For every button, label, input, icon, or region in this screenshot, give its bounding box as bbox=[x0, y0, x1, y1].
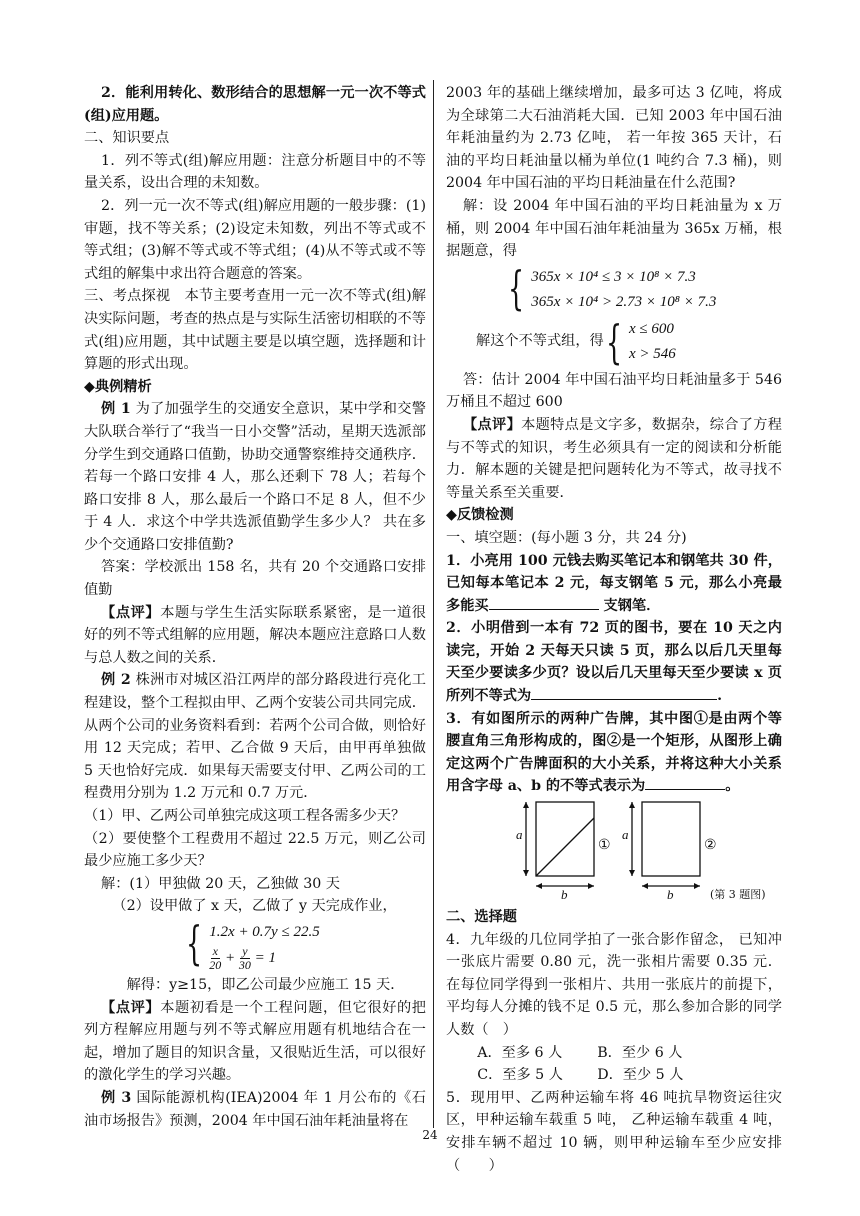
example-2-review bbox=[84, 997, 426, 1087]
review-tag: 【点评】 bbox=[463, 416, 522, 433]
example-1-review bbox=[84, 602, 426, 670]
example-1-label: 例 1 bbox=[101, 401, 131, 418]
example-2-text: 株洲市对城区沿江两岸的部分路段进行亮化工程建设，整个工程拟由甲、乙两个安装公司共同完成．从两个公司的业务资料看到：若两个公司合做，则恰好用 12 天完成；若甲、乙合做 9 天后，由甲再单独做 5 天也恰好完成．如果每天需要支付甲、乙两公司的工程费用分别为 1.2 万元和 0.7 万元． bbox=[84, 672, 426, 802]
examples-title: ◆典例精析 bbox=[84, 378, 152, 395]
example-3-continued: 2003 年的基础上继续增加，最多可达 3 亿吨，将成为全球第二大石油消耗大国．已知 2003 年中国石油年耗油量约为 2.73 亿吨， 若一年按 365 天计，石油的平均日耗油量以桶为单位(1 吨约合 7.3 桶)，则 2004 年中国石油的平均日耗油量在什么范围? bbox=[446, 85, 782, 192]
question-4: 4．九年级的几位同学拍了一张合影作留念， 已知冲一张底片需要 0.80 元，洗一张相片需要 0.35 元．在每位同学得到一张相片、共用一张底片的前提下，平均每人分摊的钱不足 0.5 元，那么参加合影的同学人数（ ） bbox=[446, 931, 782, 1038]
feedback-title: ◆反馈检测 bbox=[446, 507, 514, 524]
example-2 bbox=[84, 669, 426, 805]
system-line-2: 365x × 10⁴ > 2.73 × 10⁸ × 7.3 bbox=[531, 293, 717, 310]
fig2-number: ② bbox=[704, 837, 717, 854]
objective-2: 2．能利用转化、数形结合的思想解一元一次不等式(组)应用题。 bbox=[84, 85, 426, 124]
example-3-answer: 答：估计 2004 年中国石油平均日耗油量多于 546 万桶且不超过 600 bbox=[446, 371, 782, 411]
example-2-review-text: 本题初看是一个工程问题，但它很好的把列方程解应用题与列不等式解应用题有机地结合在一起，增加了题目的知识含量，又很贴近生活，可以很好的激化学生的学习兴趣。 bbox=[84, 999, 426, 1084]
system-brace: { bbox=[186, 915, 203, 970]
answer-blank[interactable] bbox=[645, 775, 725, 790]
example-1 bbox=[84, 398, 426, 556]
review-tag: 【点评】 bbox=[101, 999, 161, 1016]
knowledge-point-2: 2．列一元一次不等式(组)解应用题的一般步骤：(1)审题，找不等关系；(2)设定未知数，列出不等式或不等式组；(3)解不等式或不等式组；(4)从不等式或不等式组的解集中求出符合题意的答案。 bbox=[84, 197, 426, 282]
example-3-system bbox=[446, 260, 782, 315]
figure-caption: (第 3 题图) bbox=[710, 888, 766, 902]
figure-1-diagonal bbox=[536, 818, 594, 876]
fig1-number: ① bbox=[598, 837, 611, 854]
example-3-solution: 解：设 2004 年中国石油的平均日耗油量为 x 万桶，则 2004 年中国石油年耗油量为 365x 万桶，根据题意，得 bbox=[446, 197, 782, 260]
example-3-review bbox=[446, 414, 782, 504]
page-number: 24 bbox=[422, 1128, 438, 1142]
solve-label: 解这个不等式组，得 bbox=[476, 333, 604, 350]
example-2-system bbox=[84, 915, 426, 972]
system-lines bbox=[209, 920, 319, 972]
figure-2-rectangle bbox=[642, 802, 700, 876]
question-2: 2．小明借到一本有 72 页的图书，要在 10 天之内读完，开始 2 天每天只读 5 页，那么以后几天里每天至少要读多少页？设以后几天里每天至少要读 x 页所列不等式为 . bbox=[446, 620, 782, 705]
choice-section-title: 二、选择题 bbox=[446, 909, 517, 926]
section-3: 三、考点探视 本节主要考查用一元一次不等式(组)解决实际问题，考查的热点是与实际生活密切相联的不等式(组)应用题，其中试题主要是以填空题，选择题和计算题的形式出现。 bbox=[84, 288, 426, 373]
system-brace: { bbox=[605, 314, 622, 369]
example-2-label: 例 2 bbox=[101, 672, 131, 689]
answer-blank[interactable] bbox=[531, 685, 717, 700]
fig1-label-a: a bbox=[516, 827, 523, 843]
question-4-options-row-1 bbox=[446, 1042, 782, 1065]
option-a[interactable]: A．至多 6 人 bbox=[477, 1044, 563, 1061]
example-1-review-text: 本题与学生生活实际联系紧密，是一道很好的列不等式组解的应用题，解决本题应注意路口人数与总人数之间的关系． bbox=[84, 604, 426, 666]
column-divider bbox=[433, 80, 434, 1128]
fig2-label-b: b bbox=[667, 887, 674, 903]
example-2-result: 解得：y≥15，即乙公司最少应施工 15 天． bbox=[126, 976, 405, 993]
option-d[interactable]: D．至少 5 人 bbox=[597, 1067, 684, 1084]
system-brace: { bbox=[508, 260, 525, 315]
example-1-answer: 答案：学校派出 158 名，共有 20 个交通路口安排值勤 bbox=[84, 559, 426, 599]
example-2-question-2: （2）要使整个工程费用不超过 22.5 万元，则乙公司最少应施工多少天？ bbox=[84, 830, 426, 870]
question-1: 1．小亮用 100 元钱去购买笔记本和钢笔共 30 件，已知每本笔记本 2 元，每支钢笔 5 元，那么小亮最多能买 支钢笔． bbox=[446, 552, 782, 614]
example-1-text: 为了加强学生的交通安全意识，某中学和交警大队联合举行了“我当一日小交警”活动，星期天选派部分学生到交通路口值勤，协助交通警察维持交通秩序．若每一个路口安排 4 人，那么还剩下 78 人；若每个路口安排 8 人，那么最后一个路口不足 8 人，但不少于 4 人．求这个中学共选派值勤学生多少人？ 共在多少个交通路口安排值勤? bbox=[84, 401, 426, 553]
example-3-result-system bbox=[446, 314, 782, 369]
fig2-label-a: a bbox=[622, 827, 629, 843]
example-3-text: 国际能源机构(IEA)2004 年 1 月公布的《石油市场报告》预测，2004 年中国石油年耗油量将在 bbox=[84, 1089, 426, 1129]
option-c[interactable]: C．至多 5 人 bbox=[477, 1067, 563, 1084]
example-3 bbox=[84, 1087, 426, 1132]
system-line-1: 1.2x + 0.7y ≤ 22.5 bbox=[209, 923, 320, 940]
right-column bbox=[446, 82, 782, 1177]
question-3-figure bbox=[446, 798, 782, 906]
fraction-x-20: $\frac{x}{20}$ bbox=[209, 943, 222, 972]
question-5: 5．现用甲、乙两种运输车将 46 吨抗旱物资运往灾区，甲种运输车载重 5 吨， 乙种运输车载重 4 吨，安排车辆不超过 10 辆，则甲种运输车至少应安排（ ） bbox=[446, 1089, 782, 1174]
example-2-solution-2: （2）设甲做了 x 天，乙做了 y 天完成作业， bbox=[112, 898, 397, 915]
knowledge-point-1: 1．列不等式(组)解应用题：注意分析题目中的不等量关系，设出合理的未知数。 bbox=[84, 152, 426, 192]
figure-1-outline bbox=[536, 802, 594, 876]
answer-blank[interactable] bbox=[489, 595, 599, 610]
fig1-label-b: b bbox=[561, 887, 568, 903]
example-3-label: 例 3 bbox=[101, 1089, 132, 1106]
question-4-options-row-2 bbox=[446, 1064, 782, 1087]
question-3: 3．有如图所示的两种广告牌，其中图①是由两个等腰直角三角形构成的，图②是一个矩形，从图形上确定这两个广告牌面积的大小关系，并将这种大小关系用含字母 a、b 的不等式表示为 。 bbox=[446, 710, 782, 795]
system-line-1: 365x × 10⁴ ≤ 3 × 10⁸ × 7.3 bbox=[531, 268, 696, 285]
example-2-solution-1: 解：(1）甲独做 20 天，乙独做 30 天 bbox=[101, 875, 340, 892]
fill-section-title: 一、填空题：(每小题 3 分，共 24 分) bbox=[446, 529, 687, 546]
system-lines bbox=[531, 265, 716, 315]
fraction-y-30: $\frac{y}{30}$ bbox=[238, 943, 251, 972]
result-line-2: x > 546 bbox=[628, 345, 676, 362]
system-line-2: $\frac{x}{20}$ + $\frac{y}{30}$ = 1 bbox=[209, 943, 277, 972]
section-2-title: 二、知识要点 bbox=[84, 130, 170, 147]
example-3-review-text: 本题特点是文字多，数据杂，综合了方程与不等式的知识，考生必须具有一定的阅读和分析能力．解本题的关键是把问题转化为不等式，故寻找不等量关系至关重要． bbox=[446, 416, 782, 501]
example-2-question-1: （1）甲、乙两公司单独完成这项工程各需多少天？ bbox=[84, 808, 406, 824]
system-lines bbox=[629, 317, 676, 367]
review-tag: 【点评】 bbox=[101, 604, 161, 621]
result-line-1: x ≤ 600 bbox=[628, 320, 674, 337]
left-column bbox=[84, 82, 426, 1132]
option-b[interactable]: B．至少 6 人 bbox=[597, 1044, 683, 1061]
